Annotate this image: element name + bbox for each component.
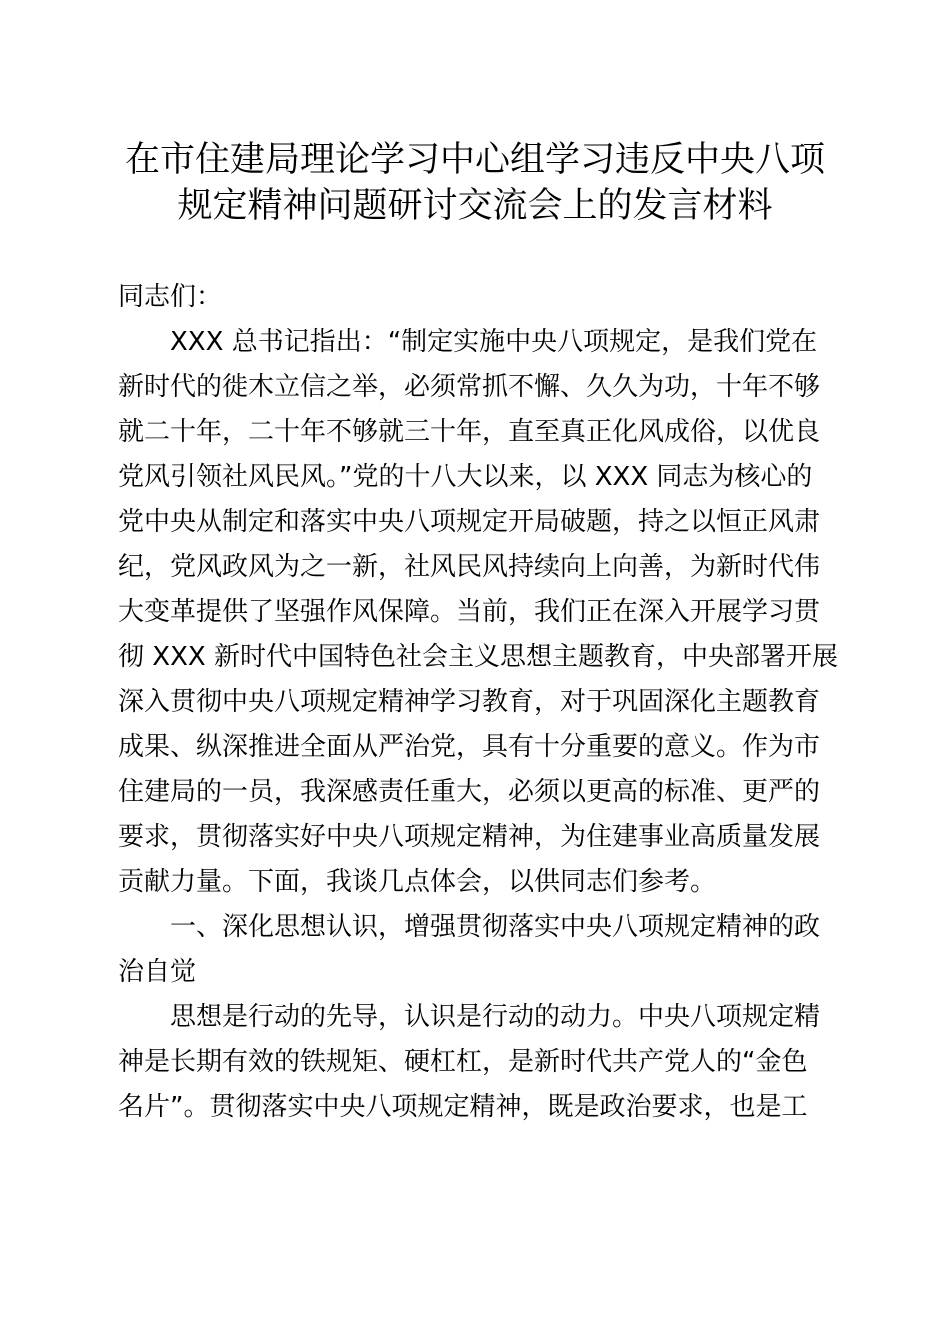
paragraph-line: XXX 总书记指出：“制定实施中央八项规定，是我们党在 [170, 327, 818, 357]
title-line: 在市住建局理论学习中心组学习违反中央八项 [124, 140, 825, 180]
document-title [90, 137, 860, 229]
paragraph-line: 党中央从制定和落实中央八项规定开局破题，持之以恒正风肃 [118, 507, 821, 537]
paragraph-line: 贡献力量。下面，我谈几点体会，以供同志们参考。 [118, 867, 717, 897]
paragraph-line: 彻 XXX 新时代中国特色社会主义思想主题教育，中央部署开展 [118, 642, 838, 672]
title-line: 规定精神问题研讨交流会上的发言材料 [177, 186, 773, 226]
paragraph-line: 思想是行动的先导，认识是行动的动力。中央八项规定精 [170, 1002, 821, 1032]
salutation: 同志们： [118, 282, 223, 312]
paragraph-line: 神是长期有效的铁规矩、硬杠杠，是新时代共产党人的“金色 [118, 1047, 808, 1077]
paragraph-line: 深入贯彻中央八项规定精神学习教育，对于巩固深化主题教育 [118, 687, 821, 717]
document-body [118, 275, 838, 1130]
section-heading: 一、深化思想认识，增强贯彻落实中央八项规定精神的政 [170, 912, 821, 942]
paragraph-line: 大变革提供了坚强作风保障。当前，我们正在深入开展学习贯 [118, 597, 821, 627]
paragraph-line: 纪，党风政风为之一新，社风民风持续向上向善，为新时代伟 [118, 552, 821, 582]
paragraph-line: 要求，贯彻落实好中央八项规定精神，为住建事业高质量发展 [118, 822, 821, 852]
paragraph-line: 党风引领社风民风。”党的十八大以来，以 XXX 同志为核心的 [118, 462, 813, 492]
paragraph-line: 住建局的一员，我深感责任重大，必须以更高的标准、更严的 [118, 777, 821, 807]
paragraph-line: 成果、纵深推进全面从严治党，具有十分重要的意义。作为市 [118, 732, 821, 762]
paragraph-line: 新时代的徙木立信之举，必须常抓不懈、久久为功，十年不够 [118, 372, 821, 402]
section-heading: 治自觉 [118, 957, 197, 987]
paragraph-line: 就二十年，二十年不够就三十年，直至真正化风成俗，以优良 [118, 417, 821, 447]
paragraph-line: 名片”。贯彻落实中央八项规定精神，既是政治要求，也是工 [118, 1092, 808, 1122]
